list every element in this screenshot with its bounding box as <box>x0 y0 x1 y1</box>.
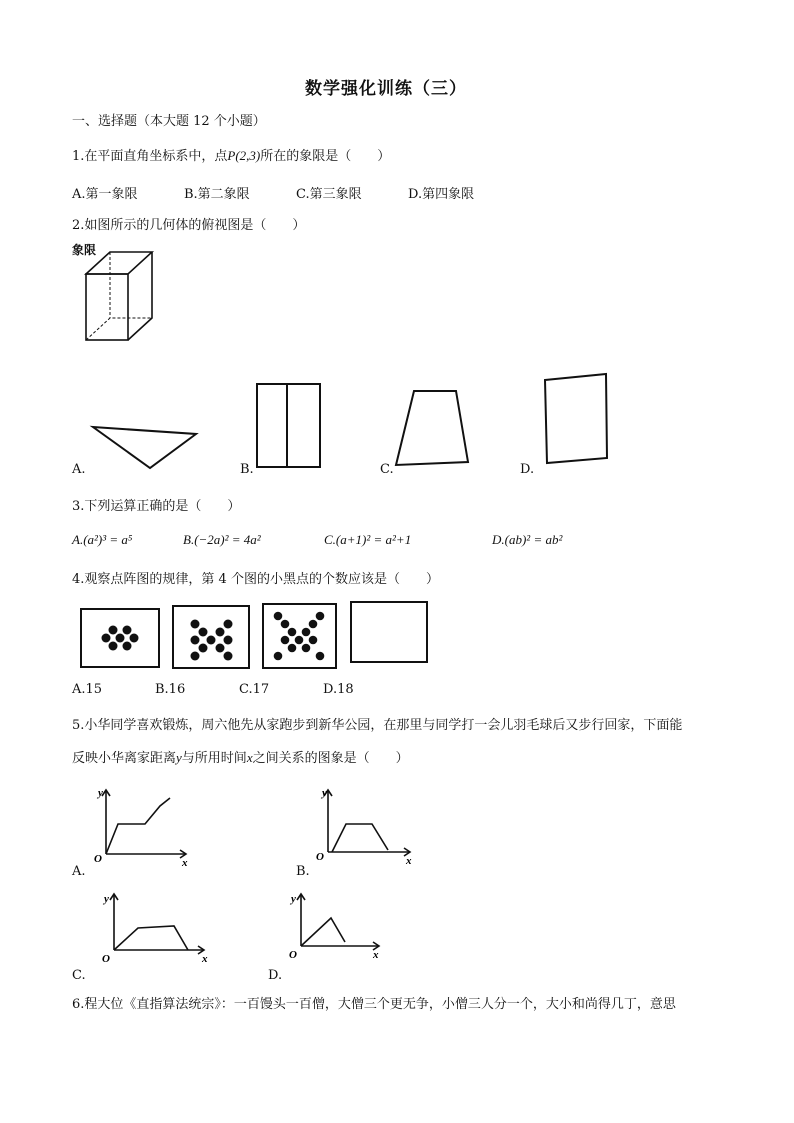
question-2-stem: 2.如图所示的几何体的俯视图是（ ） <box>72 218 306 233</box>
prism-figure <box>80 244 160 344</box>
q5-var-y: y <box>176 750 182 765</box>
q1-option-d[interactable]: D.第四象限 <box>408 187 475 202</box>
q5c-axis-y: y <box>104 893 109 905</box>
q2-figure-label: 象限 <box>72 243 97 257</box>
q5d-axis-y: y <box>291 893 296 905</box>
q2-option-c-figure[interactable] <box>393 388 473 468</box>
question-1-stem <box>72 145 390 164</box>
q5-option-b-label[interactable]: B. <box>296 864 310 879</box>
q5-var-x: x <box>246 750 253 765</box>
q3-option-d[interactable]: D.(ab)² = ab² <box>492 532 563 547</box>
dot-pattern-figures <box>80 602 440 670</box>
q5d-origin: O <box>289 949 297 961</box>
q2-option-a-label[interactable]: A. <box>72 462 86 477</box>
q2-option-d-label[interactable]: D. <box>520 462 535 477</box>
q5-stem-post: 之间关系的图象是（ ） <box>252 751 409 766</box>
q5-graph-a[interactable] <box>90 784 200 869</box>
page-title: 数学强化训练（三） <box>305 79 467 99</box>
q5c-axis-x: x <box>202 953 208 965</box>
q5b-axis-x: x <box>406 855 412 867</box>
q4-option-a[interactable]: A.15 <box>72 682 103 697</box>
question-3-stem: 3.下列运算正确的是（ ） <box>72 499 241 514</box>
q5-stem-mid: 与所用时间 <box>181 751 247 766</box>
q1-option-b[interactable]: B.第二象限 <box>184 187 250 202</box>
q5-graph-d[interactable] <box>283 888 393 968</box>
q4-option-d[interactable]: D.18 <box>323 682 354 697</box>
q5-option-c-label[interactable]: C. <box>72 968 86 983</box>
section-heading: 一、选择题（本大题 12 个小题） <box>72 114 266 129</box>
q5-option-a-label[interactable]: A. <box>72 864 86 879</box>
q4-option-b[interactable]: B.16 <box>155 682 186 697</box>
q1-option-c[interactable]: C.第三象限 <box>296 187 362 202</box>
q2-option-d-figure[interactable] <box>542 372 612 466</box>
q3-option-a[interactable]: A.(a²)³ = a⁵ <box>72 532 133 547</box>
dot-pattern-4-frame <box>351 602 427 662</box>
question-5-stem-line2 <box>72 747 409 766</box>
question-6-stem: 6.程大位《直指算法统宗》：一百馒头一百僧，大僧三个更无争，小僧三人分一个，大小和尚得几丁，意思 <box>72 997 676 1012</box>
q5a-axis-y: y <box>98 787 103 799</box>
q5b-axis-y: y <box>322 787 327 799</box>
q5-graph-c[interactable] <box>96 888 216 968</box>
q1-stem-pre: 1.在平面直角坐标系中，点 <box>72 149 228 164</box>
q1-point: P(2,3) <box>227 148 261 163</box>
q2-option-c-label[interactable]: C. <box>380 462 394 477</box>
q4-option-c[interactable]: C.17 <box>239 682 270 697</box>
q2-option-b-label[interactable]: B. <box>240 462 254 477</box>
q1-option-a[interactable]: A.第一象限 <box>72 187 138 202</box>
q3-option-b[interactable]: B.(−2a)² = 4a² <box>183 532 261 547</box>
question-5-stem-line1: 5.小华同学喜欢锻炼，周六他先从家跑步到新华公园，在那里与同学打一会儿羽毛球后又步行回家，下面能 <box>72 718 683 733</box>
q5d-axis-x: x <box>373 949 379 961</box>
q1-stem-post: 所在的象限是（ ） <box>260 149 391 164</box>
q5b-origin: O <box>316 851 324 863</box>
q3-option-c[interactable]: C.(a+1)² = a²+1 <box>324 532 412 547</box>
q2-option-b-figure[interactable] <box>255 382 323 470</box>
q5c-origin: O <box>102 953 110 965</box>
q5-option-d-label[interactable]: D. <box>268 968 283 983</box>
q5a-origin: O <box>94 853 102 865</box>
q5-stem-pre: 反映小华离家距离 <box>72 751 177 766</box>
q5a-axis-x: x <box>182 857 188 869</box>
q2-option-a-figure[interactable] <box>90 424 200 470</box>
q5-graph-b[interactable] <box>312 784 422 866</box>
question-4-stem: 4.观察点阵图的规律，第 4 个图的小黑点的个数应该是（ ） <box>72 572 439 587</box>
